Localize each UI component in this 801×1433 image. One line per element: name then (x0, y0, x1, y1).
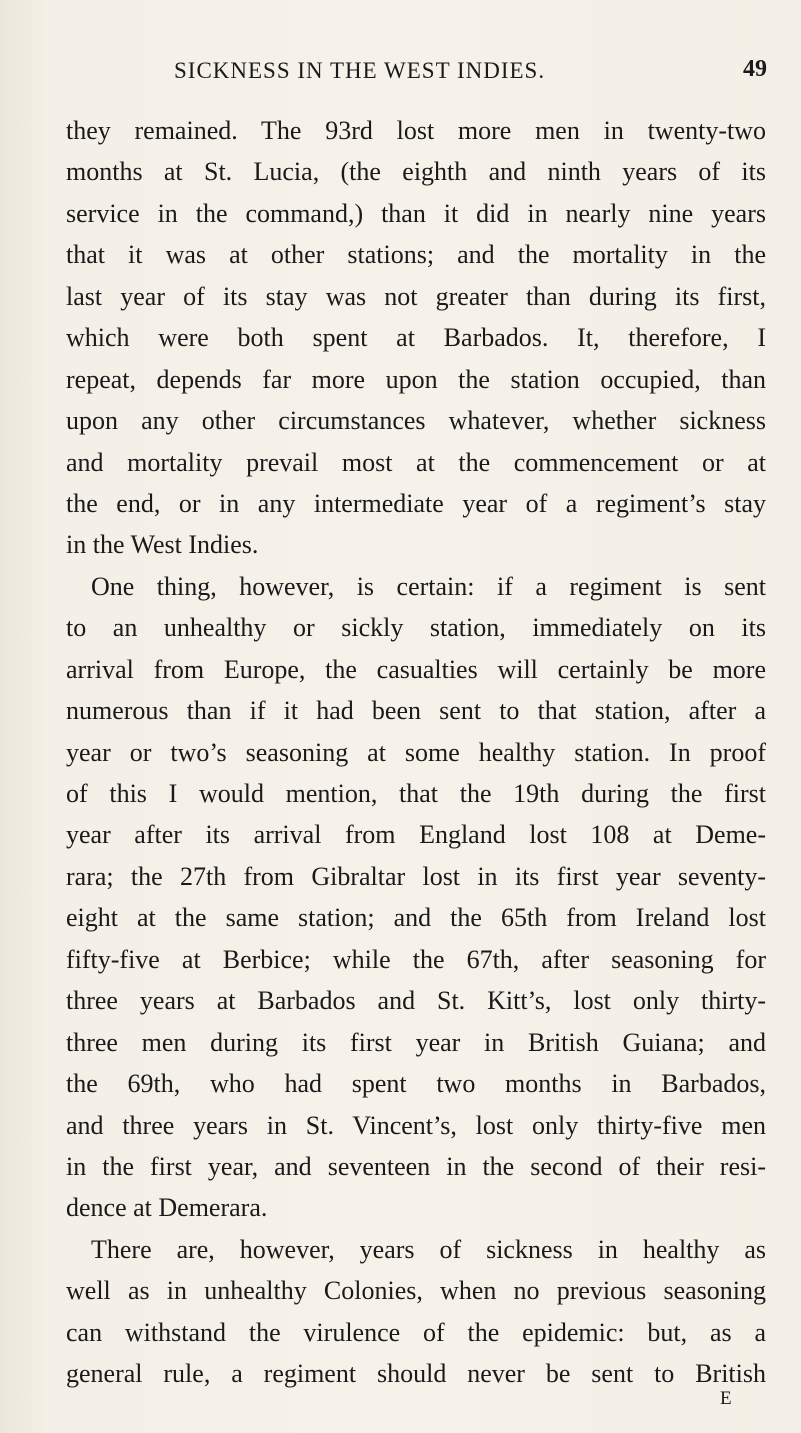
signature-mark: E (720, 1388, 732, 1409)
text-line: service in the command,) than it did in nearly nine years (66, 198, 766, 228)
body-text (66, 110, 766, 1395)
text-line: One thing, however, is certain: if a regiment is sent (91, 571, 766, 601)
text-line: the end, or in any intermediate year of a regiment’s stay (66, 488, 766, 518)
text-line: and three years in St. Vincent’s, lost only thirty-five men (66, 1110, 766, 1140)
page-number: 49 (743, 56, 767, 82)
text-line: year after its arrival from England lost 108 at Deme- (66, 820, 766, 850)
text-line: general rule, a regiment should never be sent to British (66, 1359, 766, 1389)
text-line: eight at the same station; and the 65th from Ireland lost (66, 903, 766, 933)
text-line: three men during its first year in British Guiana; and (66, 1027, 766, 1057)
text-line: which were both spent at Barbados. It, therefore, I (66, 323, 766, 353)
text-line: repeat, depends far more upon the station occupied, than (66, 364, 766, 394)
text-line: three years at Barbados and St. Kitt’s, lost only thirty- (66, 986, 766, 1016)
running-title: SICKNESS IN THE WEST INDIES. (174, 58, 546, 83)
text-line: year or two’s seasoning at some healthy station. In proof (66, 737, 766, 767)
text-line: of this I would mention, that the 19th during the first (66, 779, 766, 808)
text-line: that it was at other stations; and the mortality in the (66, 240, 766, 270)
text-line: numerous than if it had been sent to that station, after a (66, 696, 766, 726)
text-line: in the first year, and seventeen in the second of their resi- (66, 1151, 766, 1181)
text-line: dence at Demerara. (66, 1193, 268, 1223)
text-line: last year of its stay was not greater than during its first, (66, 281, 766, 311)
text-line: months at St. Lucia, (the eighth and ninth years of its (66, 157, 766, 187)
text-line: and mortality prevail most at the commencement or at (66, 447, 766, 477)
text-line: well as in unhealthy Colonies, when no previous seasoning (66, 1276, 766, 1306)
text-line: in the West Indies. (66, 530, 259, 560)
text-line: There are, however, years of sickness in healthy as (91, 1234, 766, 1264)
text-line: to an unhealthy or sickly station, immediately on its (66, 613, 766, 643)
running-head (66, 58, 767, 92)
text-line: they remained. The 93rd lost more men in twenty-two (66, 116, 766, 145)
text-line: can withstand the virulence of the epidemic: but, as a (66, 1317, 766, 1347)
text-line: the 69th, who had spent two months in Barbados, (66, 1069, 766, 1099)
text-line: fifty-five at Berbice; while the 67th, after seasoning for (66, 944, 766, 974)
text-line: rara; the 27th from Gibraltar lost in its first year seventy- (66, 861, 766, 891)
text-line: arrival from Europe, the casualties will certainly be more (66, 654, 766, 684)
text-line: upon any other circumstances whatever, whether sickness (66, 406, 766, 436)
